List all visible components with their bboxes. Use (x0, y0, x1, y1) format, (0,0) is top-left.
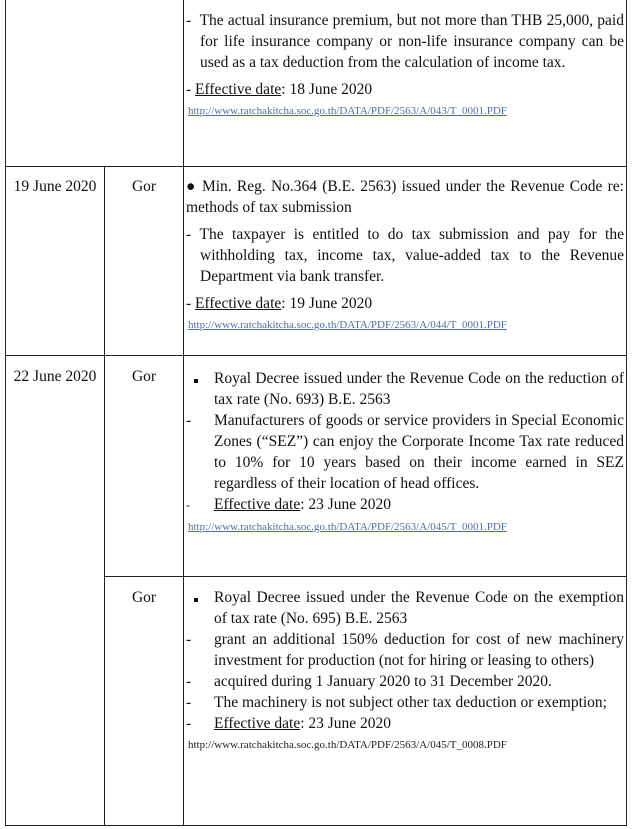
table-border-left (5, 0, 6, 826)
column-divider-2 (183, 0, 184, 826)
table-row (186, 10, 624, 118)
column-divider-1 (104, 166, 105, 826)
gazette-link[interactable]: http://www.ratchakitcha.soc.go.th/DATA/PDF/2563/A/044/T_0001.PDF (188, 319, 507, 331)
table-row (186, 176, 624, 332)
effective-date: - Effective date: 19 June 2020 (186, 295, 373, 312)
row-date: 22 June 2020 (13, 368, 97, 385)
effective-date: - Effective date: 23 June 2020 (186, 496, 392, 513)
table-row (186, 368, 624, 534)
dash-item: - The actual insurance premium, but not more than THB 25,000, paid for life insurance company or non-life insurance company can be used as a tax deduction from the calculation of income tax. (186, 12, 624, 71)
row-divider-3 (104, 576, 627, 577)
dash-item: - Manufacturers of goods or service providers in Special Economic Zones (“SEZ”) can enjoy the Corporate Income Tax rate reduced to 10% for 10 years based on their income earned in SEZ regardless of their location of head offices. (186, 412, 624, 492)
bullet-icon (194, 598, 198, 602)
row-code: Gor (131, 178, 157, 195)
bullet-icon (194, 379, 198, 383)
bullet-item: ● Min. Reg. No.364 (B.E. 2563) issued under the Revenue Code re: methods of tax submission (186, 178, 624, 216)
row-code: Gor (131, 368, 157, 385)
row-divider-1 (5, 166, 627, 167)
row-divider-2 (5, 355, 627, 356)
effective-date: - Effective date: 23 June 2020 (186, 715, 392, 732)
gazette-link[interactable]: http://www.ratchakitcha.soc.go.th/DATA/PDF/2563/A/045/T_0001.PDF (188, 521, 507, 533)
dash-item: - The machinery is not subject other tax deduction or exemption; (186, 694, 607, 711)
table-border-right (626, 0, 627, 826)
effective-date: - Effective date: 18 June 2020 (186, 81, 373, 98)
gazette-link[interactable]: http://www.ratchakitcha.soc.go.th/DATA/PDF/2563/A/043/T_0001.PDF (188, 105, 507, 117)
dash-item: - grant an additional 150% deduction for cost of new machinery investment for production (not for hiring or leasing to others) (186, 631, 624, 669)
gazette-link[interactable]: http://www.ratchakitcha.soc.go.th/DATA/PDF/2563/A/045/T_0008.PDF (188, 739, 507, 751)
table-row (186, 587, 624, 752)
bullet-item: Royal Decree issued under the Revenue Code on the reduction of tax rate (No. 693) B.E. 2563 (186, 368, 624, 410)
bullet-item: Royal Decree issued under the Revenue Code on the exemption of tax rate (No. 695) B.E. 2563 (186, 587, 624, 629)
table-border-bottom (5, 825, 627, 826)
dash-item: - acquired during 1 January 2020 to 31 December 2020. (186, 673, 552, 690)
dash-item: - The taxpayer is entitled to do tax submission and pay for the withholding tax, income tax, value-added tax to the Revenue Department via bank transfer. (186, 226, 624, 285)
row-date: 19 June 2020 (13, 178, 97, 195)
row-code: Gor (131, 589, 157, 606)
